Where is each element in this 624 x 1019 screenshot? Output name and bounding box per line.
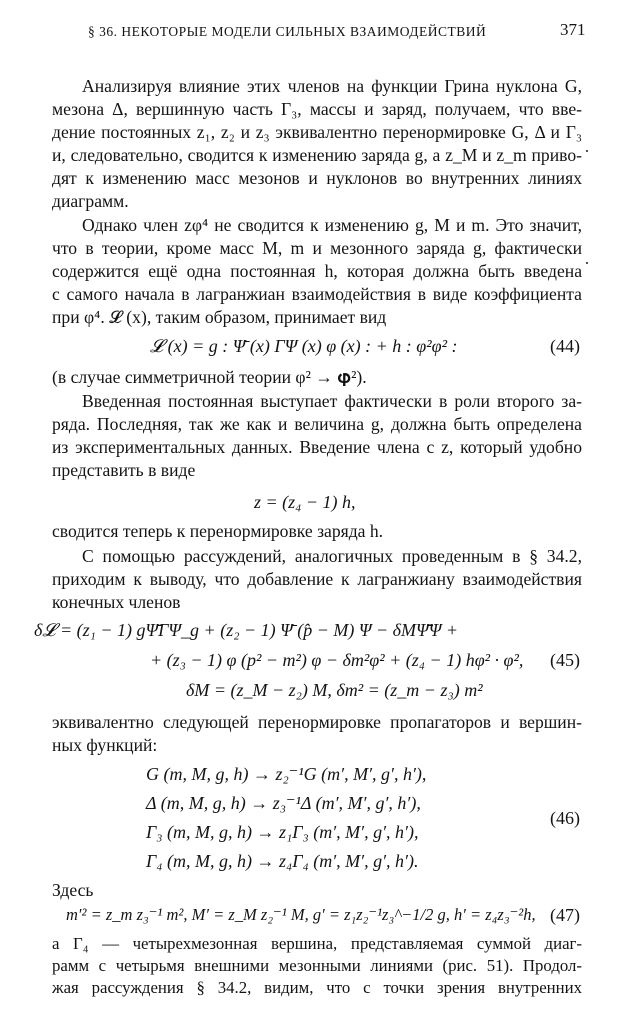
text-line: рамм с четырьмя внешними мезонными линиями (рис. 51). Продол- bbox=[52, 956, 582, 975]
equation-z: z = (z₄ − 1) h, bbox=[254, 492, 356, 512]
equation-47: m′² = z_m z₃⁻¹ m², M′ = z_M z₂⁻¹ M, g′ = z₁z₂⁻¹z₃^−1/2 g, h′ = z₄z₃⁻²h, bbox=[66, 905, 536, 924]
equation-number-47: (47) bbox=[550, 905, 580, 925]
text-line: что в теории, кроме масс M, m и мезонного заряда g, фактически bbox=[52, 238, 582, 258]
equation-45-line-2: + (z₃ − 1) φ (p² − m²) φ − δm²φ² + (z₄ − 1) hφ² · φ², bbox=[150, 650, 524, 670]
text-line: представить в виде bbox=[52, 460, 196, 480]
page-number: 371 bbox=[560, 20, 586, 39]
text-line: дение постоянных z₁, z₂ и z₃ эквивалентно перенормировке G, Δ и Γ₃ bbox=[52, 122, 582, 142]
equation-44: 𝓛 (x) = g : Ψ̄ (x) ΓΨ (x) φ (x) : + h : φ²φ² : bbox=[150, 336, 458, 356]
text-line: содержится ещё одна постоянная h, которая должна быть введена bbox=[52, 261, 582, 281]
text-line: сводится теперь к перенормировке заряда h. bbox=[52, 521, 384, 541]
text-line: жая рассуждения § 34.2, видим, что с точки зрения внутренних bbox=[52, 978, 582, 997]
equation-number-44: (44) bbox=[550, 336, 580, 356]
equation-45-line-3: δM = (z_M − z₂) M, δm² = (z_m − z₃) m² bbox=[186, 680, 483, 700]
text-line: Однако член zφ⁴ не сводится к изменению g, M и m. Это значит, bbox=[82, 215, 582, 235]
text-line: приходим к выводу, что добавление к лагранжиану взаимодействия bbox=[52, 569, 582, 589]
text-line: конечных членов bbox=[52, 592, 181, 612]
text-line: с самого начала в лагранжиан взаимодействия в виде коэффициента bbox=[52, 284, 582, 304]
equation-46-line-4: Γ₄ (m, M, g, h) → z₄Γ₄ (m′, M′, g′, h′). bbox=[146, 851, 419, 871]
text-line: Введенная постоянная выступает фактически в роли второго за- bbox=[82, 391, 582, 411]
text-line: Здесь bbox=[52, 880, 94, 900]
equation-46-line-2: Δ (m, M, g, h) → z₃⁻¹Δ (m′, M′, g′, h′), bbox=[146, 793, 421, 813]
text-line: эквивалентно следующей перенормировке пропагаторов и вершин- bbox=[52, 712, 582, 732]
text-line: и, следовательно, сводится к изменению заряда g, а z_M и z_m приво- bbox=[52, 145, 582, 165]
equation-number-45: (45) bbox=[550, 650, 580, 670]
equation-46-line-3: Γ₃ (m, M, g, h) → z₁Γ₃ (m′, M′, g′, h′), bbox=[146, 822, 419, 842]
text-line: Анализируя влияние этих членов на функции Грина нуклона G, bbox=[82, 76, 582, 96]
equation-45-line-1: δ𝓛 = (z₁ − 1) gΨ̄ΓΨ_g + (z₂ − 1) Ψ̄ (p̂ − M) Ψ − δMΨ̄Ψ + bbox=[34, 620, 459, 640]
text-line: ных функций: bbox=[52, 735, 158, 755]
scan-speck bbox=[586, 262, 588, 264]
text-line: диаграмм. bbox=[52, 191, 129, 211]
equation-46-line-1: G (m, M, g, h) → z₂⁻¹G (m′, M′, g′, h′), bbox=[146, 764, 427, 784]
scan-speck bbox=[586, 150, 588, 152]
text-line: (в случае симметричной теории φ² → 𝛗²). bbox=[52, 367, 367, 387]
running-header: § 36. НЕКОТОРЫЕ МОДЕЛИ СИЛЬНЫХ ВЗАИМОДЕЙСТВИЙ bbox=[88, 24, 487, 39]
text-line: ряда. Последняя, так же как и величина g, должна быть определена bbox=[52, 414, 582, 434]
text-line: при φ⁴. 𝓛 (x), таким образом, принимает вид bbox=[52, 307, 387, 327]
text-line: С помощью рассуждений, аналогичных проведенным в § 34.2, bbox=[82, 546, 582, 566]
text-line: мезона Δ, вершинную часть Γ₃, массы и заряд, получаем, что вве- bbox=[52, 99, 582, 119]
equation-number-46: (46) bbox=[550, 808, 580, 828]
text-line: дят к изменению масс мезонов и нуклонов во внутренних линиях bbox=[52, 168, 582, 188]
text-line: из экспериментальных данных. Введение члена с z, который удобно bbox=[52, 437, 582, 457]
text-line: а Γ₄ — четырехмезонная вершина, представляемая суммой диаг- bbox=[52, 934, 582, 953]
